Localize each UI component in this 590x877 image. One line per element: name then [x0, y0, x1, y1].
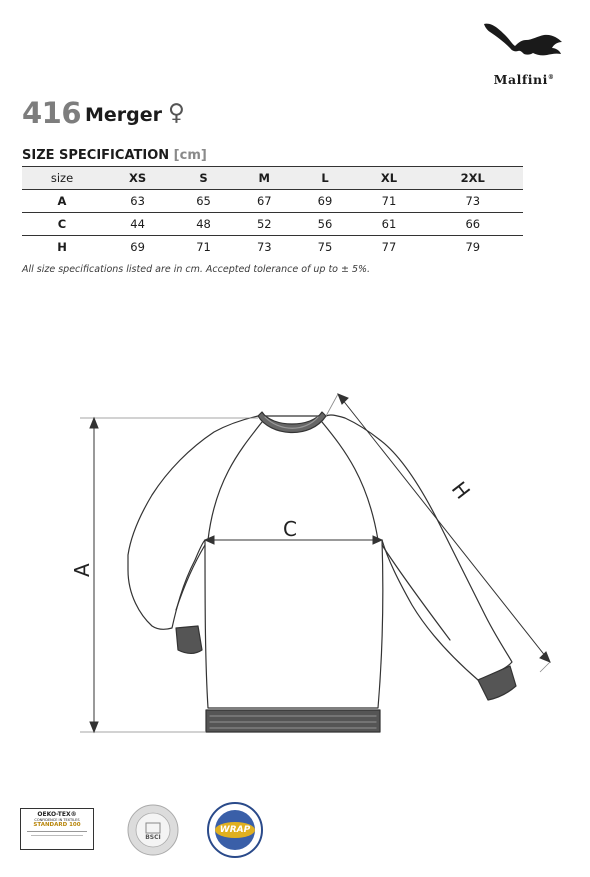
table-cell: 67 [234, 190, 295, 213]
size-spec-title [22, 148, 207, 163]
header-cell: size [22, 167, 102, 190]
table-cell: 73 [256, 240, 272, 254]
waistband [206, 710, 380, 732]
raglan-seam-left [208, 422, 262, 540]
table-cell: 44 [102, 213, 173, 236]
dimension-h-line [338, 394, 550, 662]
table-cell: 48 [173, 213, 234, 236]
eagle-icon [482, 20, 564, 70]
table-cell: 71 [355, 190, 422, 213]
table-cell: 69 [130, 240, 145, 254]
product-code: 416 [22, 96, 82, 130]
oeko-tex-badge [20, 808, 94, 850]
brand-text: Malfini [493, 72, 548, 87]
table-cell: 75 [317, 240, 333, 254]
bsci-seal-icon [126, 803, 180, 857]
table-cell: 66 [423, 213, 523, 236]
raglan-seam-right [322, 422, 378, 540]
malfini-logo [478, 20, 570, 90]
dimension-h-label: H [446, 476, 476, 504]
wrap-label: WRAP [219, 825, 251, 835]
oeko-divider [27, 831, 87, 832]
table-row [22, 213, 523, 236]
neckline-rib [258, 412, 326, 433]
sweatshirt-diagram [0, 370, 590, 750]
brand-name [478, 72, 570, 87]
table-cell: 56 [295, 213, 356, 236]
row-label: A [22, 190, 102, 213]
header-cell: L [295, 167, 356, 190]
size-spec-label: SIZE SPECIFICATION [22, 148, 170, 163]
row-label: C [22, 213, 102, 236]
row-label: H [57, 240, 67, 254]
header-cell: S [173, 167, 234, 190]
dimension-c-label: C [283, 517, 297, 541]
oeko-subtitle: CONFIDENCE IN TEXTILES [34, 818, 80, 822]
size-table [22, 166, 523, 258]
table-cell: 69 [295, 190, 356, 213]
table-cell: 73 [423, 190, 523, 213]
table-cell: 52 [234, 213, 295, 236]
table-cell: 79 [465, 240, 481, 254]
header-cell: 2XL [423, 167, 523, 190]
tolerance-note: All size specifications listed are in cm. Accepted tolerance of up to ± 5%. [22, 264, 371, 275]
table-cell: 71 [196, 240, 211, 254]
table-header [22, 167, 523, 190]
dimension-a-label: A [70, 563, 94, 577]
bsci-label: BSCI [145, 834, 161, 841]
left-cuff [176, 626, 202, 653]
trademark: ® [547, 73, 555, 81]
header-cell: M [234, 167, 295, 190]
sweatshirt-outline [128, 415, 512, 708]
table-row [22, 236, 523, 259]
bsci-badge [126, 803, 180, 861]
table-cell: 63 [102, 190, 173, 213]
header-cell: XL [355, 167, 422, 190]
table-cell: 77 [381, 240, 397, 254]
table-cell: 61 [355, 213, 422, 236]
right-cuff [478, 666, 516, 700]
table-cell: 65 [173, 190, 234, 213]
oeko-title: OEKO-TEX® [37, 811, 77, 818]
header-cell: XS [102, 167, 173, 190]
female-icon: ♀ [168, 100, 185, 126]
wrap-badge [206, 801, 264, 863]
size-spec-unit: [cm] [173, 148, 207, 163]
oeko-divider [31, 835, 83, 836]
product-name: Merger [85, 104, 163, 126]
table-row [22, 190, 523, 213]
oeko-standard: STANDARD 100 [33, 822, 81, 828]
